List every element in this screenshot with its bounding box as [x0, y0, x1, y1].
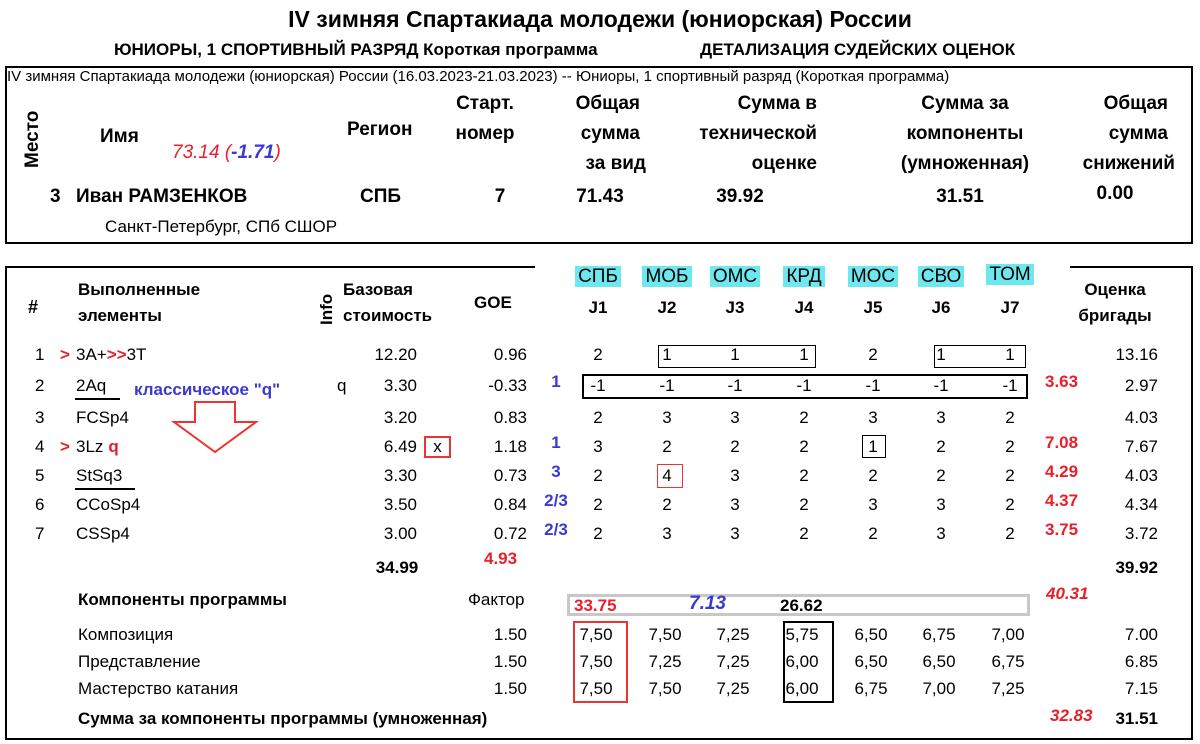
judge-score-5: 1: [868, 437, 878, 456]
element-base: 3.50: [383, 495, 417, 514]
judge-score-4: 2: [799, 524, 809, 543]
component-score-4: 6,00: [785, 679, 819, 698]
element-code-main: 3A+: [76, 345, 107, 364]
element-note: 3: [551, 462, 561, 481]
element-num: 1: [35, 345, 45, 364]
judge-score-6: 3: [936, 408, 946, 427]
judge-score-6: 3: [936, 524, 946, 543]
component-score-7: 6,75: [991, 652, 1025, 671]
element-base: 12.20: [374, 345, 417, 364]
el-header-elements-1: Выполненные: [78, 280, 201, 299]
element-num: 5: [35, 466, 45, 485]
element-pre2-flag: >>: [106, 345, 127, 364]
judge-score-3: 2: [730, 437, 740, 456]
header-comp-1: Сумма за: [921, 93, 1009, 114]
skater-total: 71.43: [576, 186, 624, 207]
element-x-box: x: [424, 436, 451, 458]
judge-score-1: 3: [593, 437, 603, 456]
el-header-base-1: Базовая: [343, 280, 413, 299]
judge-score-3: 1: [730, 345, 740, 364]
judge-score-3: 3: [730, 466, 740, 485]
header-total-1: Общая: [575, 93, 640, 114]
component-score-6: 7,00: [922, 679, 956, 698]
element-num: 4: [35, 437, 45, 456]
judge-region-5: МОС: [848, 266, 898, 287]
judge-score-1: 2: [593, 466, 603, 485]
skater-start-no: 7: [494, 186, 506, 207]
skater-comp: 31.51: [936, 186, 984, 207]
judge-score-2: 1: [662, 345, 672, 364]
element-code-main: FCSp4: [76, 408, 129, 427]
judge-score-2: -1: [659, 376, 675, 395]
header-ded-3: снижений: [1082, 153, 1175, 174]
header-tech-3: оценке: [751, 153, 817, 174]
header-ded-2: сумма: [1108, 123, 1168, 144]
component-score-1: 7,50: [579, 625, 613, 644]
el-header-panel-2: бригады: [1078, 306, 1152, 325]
element-num: 2: [35, 376, 45, 395]
header-start-2: номер: [455, 123, 515, 144]
component-score-3: 7,25: [716, 652, 750, 671]
annotation-open: (: [219, 142, 232, 163]
judge-score-5: 2: [868, 524, 878, 543]
judge-score-1: -1: [590, 376, 606, 395]
panel-total: 39.92: [1115, 558, 1158, 577]
element-code: [60, 495, 140, 515]
comp-total: 31.51: [1115, 709, 1158, 728]
judge-score-6: 1: [936, 345, 946, 364]
judge-score-4: 2: [799, 408, 809, 427]
element-alt-score: 4.37: [1045, 491, 1079, 510]
element-num: 6: [35, 495, 45, 514]
element-base: 3.30: [383, 376, 417, 395]
judge-score-7: 2: [1005, 437, 1015, 456]
judge-score-2: 3: [662, 408, 672, 427]
component-panel: 6.85: [1124, 652, 1158, 671]
judge-region-2: МОБ: [642, 266, 691, 287]
el-header-num: #: [28, 297, 39, 317]
element-goe: 0.84: [493, 495, 527, 514]
elements-panel-top-left: [5, 266, 535, 268]
judge-score-4: -1: [796, 376, 812, 395]
judge-score-4: 2: [799, 437, 809, 456]
judge-score-2: 2: [662, 437, 672, 456]
judge-score-7: 2: [1005, 524, 1015, 543]
judge-region-4: КРД: [783, 266, 824, 287]
subtitle-left: ЮНИОРЫ, 1 СПОРТИВНЫЙ РАЗРЯД Короткая программа: [114, 40, 598, 59]
component-score-3: 7,25: [716, 679, 750, 698]
underline-2aq: [75, 398, 120, 400]
element-alt-score: 3.75: [1045, 520, 1079, 539]
judge-score-7: 1: [1005, 345, 1015, 364]
element-info: q: [337, 376, 347, 395]
row5-j2-box: [657, 464, 683, 488]
component-panel: 7.00: [1124, 625, 1158, 644]
el-header-base-2: стоимость: [343, 306, 433, 325]
row1-j6-j7-box: [934, 345, 1026, 368]
element-note: 2/3: [544, 520, 568, 539]
skater-place: 3: [50, 186, 61, 207]
elements-panel-top-right: [1070, 266, 1193, 268]
event-line: IV зимняя Спартакиада молодежи (юниорская) России (16.03.2023-21.03.2023) -- Юниоры, 1 спортивный разряд (Короткая программа): [7, 68, 950, 85]
element-goe: 0.73: [493, 466, 527, 485]
judge-score-6: -1: [933, 376, 949, 395]
element-base: 3.30: [383, 466, 417, 485]
judge-label-5: J5: [863, 298, 883, 317]
skater-region: СПБ: [360, 186, 402, 207]
component-factor: 1.50: [493, 679, 527, 698]
element-code: [60, 437, 119, 457]
comp-total-alt: 32.83: [1050, 706, 1093, 725]
judge-region-cell: [764, 266, 844, 288]
element-code: [60, 345, 146, 365]
element-base: 3.20: [383, 408, 417, 427]
judge-score-5: -1: [865, 376, 881, 395]
element-panel: 4.03: [1124, 466, 1158, 485]
annotation-diff: -1.71: [231, 142, 275, 163]
classic-q-note: классическое "q": [134, 380, 281, 399]
element-base: 3.00: [383, 524, 417, 543]
skater-tech: 39.92: [716, 186, 764, 207]
component-score-4: 6,00: [785, 652, 819, 671]
components-title: Компоненты программы: [78, 590, 287, 609]
judge-score-3: 3: [730, 495, 740, 514]
subtitle-right: ДЕТАЛИЗАЦИЯ СУДЕЙСКИХ ОЦЕНОК: [700, 40, 1016, 59]
annotation-score-value: 73.14: [172, 142, 220, 163]
el-header-goe: GOE: [474, 293, 512, 312]
base-total: 34.99: [375, 558, 419, 577]
component-score-2: 7,50: [648, 625, 682, 644]
judge-label-1: J1: [588, 298, 608, 317]
judge-score-2: 3: [662, 524, 672, 543]
judge-label-4: J4: [794, 298, 814, 317]
element-goe: 0.83: [493, 408, 527, 427]
element-num: 3: [35, 408, 45, 427]
judge-score-1: 2: [593, 524, 603, 543]
row1-j2-j4-box: [658, 345, 816, 368]
judge-score-2: 2: [662, 495, 672, 514]
judge-score-1: 2: [593, 495, 603, 514]
element-note: 1: [551, 372, 561, 391]
comp-summary-a: 33.75: [574, 596, 617, 615]
comp-total-label: Сумма за компоненты программы (умноженная): [78, 709, 488, 728]
judge-region-cell: [695, 266, 775, 288]
judge-score-7: 2: [1005, 408, 1015, 427]
annotation-score: [172, 142, 281, 164]
element-code: [60, 408, 129, 428]
judge-score-3: 3: [730, 524, 740, 543]
comp-summary-b: 7.13: [689, 593, 726, 614]
element-code-main: 3Lz: [76, 437, 104, 456]
judge-score-1: 2: [593, 408, 603, 427]
element-alt-score: 7.08: [1045, 433, 1079, 452]
underline-stsq3: [75, 488, 135, 490]
component-score-4: 5,75: [785, 625, 819, 644]
component-score-7: 7,25: [991, 679, 1025, 698]
element-code-main: 2Aq: [76, 376, 107, 395]
component-factor: 1.50: [493, 625, 527, 644]
header-ded-1: Общая: [1103, 93, 1168, 114]
element-goe: 1.18: [493, 437, 527, 456]
component-name: Представление: [78, 652, 201, 671]
judge-label-6: J6: [931, 298, 951, 317]
header-total-2: сумма: [580, 123, 640, 144]
j4-components-box: [783, 621, 834, 703]
annotation-close: ): [274, 142, 281, 163]
judge-score-7: 2: [1005, 466, 1015, 485]
judge-score-4: 2: [799, 495, 809, 514]
judge-score-7: 2: [1005, 495, 1015, 514]
header-comp-2: компоненты: [906, 123, 1024, 144]
element-alt-score: 4.29: [1045, 462, 1079, 481]
component-score-3: 7,25: [716, 625, 750, 644]
element-code: [60, 376, 106, 396]
component-name: Композиция: [78, 625, 174, 644]
component-score-2: 7,25: [648, 652, 682, 671]
element-base: 6.49: [383, 437, 417, 456]
component-panel: 7.15: [1124, 679, 1158, 698]
skater-club: Санкт-Петербург, СПб СШОР: [105, 217, 338, 236]
j1-components-box: [573, 621, 628, 703]
component-score-1: 7,50: [579, 652, 613, 671]
el-header-panel-1: Оценка: [1084, 280, 1146, 299]
judge-score-7: -1: [1002, 376, 1018, 395]
judge-region-3: ОМС: [710, 266, 760, 287]
element-alt-score: 3.63: [1045, 372, 1079, 391]
header-place: Место: [22, 110, 43, 168]
judge-region-cell: [901, 266, 981, 288]
component-score-5: 6,50: [854, 625, 888, 644]
judge-score-5: 3: [868, 408, 878, 427]
element-code-main: StSq3: [76, 466, 123, 485]
header-tech-1: Сумма в: [737, 93, 817, 114]
judge-region-1: СПБ: [575, 266, 621, 287]
judge-score-5: 2: [868, 345, 878, 364]
factor-label: Фактор: [468, 590, 525, 609]
element-panel: 7.67: [1124, 437, 1158, 456]
element-note: 1: [551, 433, 561, 452]
row4-j5-box: [862, 435, 886, 458]
element-code-main: CCoSp4: [76, 495, 141, 514]
element-code: [60, 524, 130, 544]
component-score-6: 6,50: [922, 652, 956, 671]
el-header-elements-2: элементы: [78, 306, 162, 325]
judge-region-cell: [558, 266, 638, 288]
header-total-3: за вид: [585, 153, 646, 174]
judge-score-3: -1: [727, 376, 743, 395]
element-code-second: q: [108, 437, 119, 456]
judge-label-7: J7: [1000, 298, 1020, 317]
component-score-5: 6,50: [854, 652, 888, 671]
component-score-7: 7,00: [991, 625, 1025, 644]
component-score-5: 6,75: [854, 679, 888, 698]
header-tech-2: технической: [699, 123, 817, 144]
page-title: IV зимняя Спартакиада молодежи (юниорская) России: [288, 6, 912, 32]
element-goe: 0.96: [493, 345, 527, 364]
judge-score-3: 3: [730, 408, 740, 427]
header-comp-3: (умноженная): [900, 153, 1030, 174]
header-start-1: Старт.: [456, 93, 514, 114]
element-panel: 2.97: [1124, 376, 1158, 395]
comp-summary-d: 40.31: [1046, 584, 1089, 603]
component-name: Мастерство катания: [78, 679, 239, 698]
judge-region-7: ТОМ: [986, 264, 1033, 285]
judge-label-2: J2: [657, 298, 677, 317]
judge-score-4: 2: [799, 466, 809, 485]
element-num: 7: [35, 524, 45, 543]
header-name: Имя: [100, 126, 139, 147]
judge-label-3: J3: [725, 298, 745, 317]
element-pre-flag: >: [60, 345, 70, 364]
skater-name: Иван РАМЗЕНКОВ: [76, 186, 248, 207]
component-score-2: 7,50: [648, 679, 682, 698]
row2-all-judges-box: [582, 374, 1028, 399]
element-panel: 13.16: [1115, 345, 1158, 364]
judge-region-cell: [970, 264, 1050, 286]
element-code: [60, 466, 122, 486]
el-header-info: Info: [317, 293, 336, 325]
judge-region-6: СВО: [918, 266, 965, 287]
component-score-6: 6,75: [922, 625, 956, 644]
element-goe: 0.72: [493, 524, 527, 543]
judge-score-5: 3: [868, 495, 878, 514]
judge-score-2: 4: [662, 466, 672, 485]
down-arrow-icon: [170, 400, 260, 455]
element-goe: -0.33: [488, 376, 527, 395]
header-region: Регион: [347, 119, 413, 140]
judge-score-6: 3: [936, 495, 946, 514]
element-panel: 4.03: [1124, 408, 1158, 427]
element-panel: 3.72: [1124, 524, 1158, 543]
element-code-second: 3T: [126, 345, 147, 364]
component-factor: 1.50: [493, 652, 527, 671]
judge-score-4: 1: [799, 345, 809, 364]
goe-total: 4.93: [484, 549, 518, 568]
judge-score-6: 2: [936, 437, 946, 456]
element-panel: 4.34: [1124, 495, 1158, 514]
element-code-main: CSSp4: [76, 524, 130, 543]
element-pre-flag: >: [60, 437, 70, 456]
comp-summary-c: 26.62: [780, 596, 823, 615]
judge-score-6: 2: [936, 466, 946, 485]
judge-score-1: 2: [593, 345, 603, 364]
judge-score-5: 2: [868, 466, 878, 485]
component-score-1: 7,50: [579, 679, 613, 698]
element-note: 2/3: [544, 491, 568, 510]
skater-ded: 0.00: [1096, 183, 1134, 204]
